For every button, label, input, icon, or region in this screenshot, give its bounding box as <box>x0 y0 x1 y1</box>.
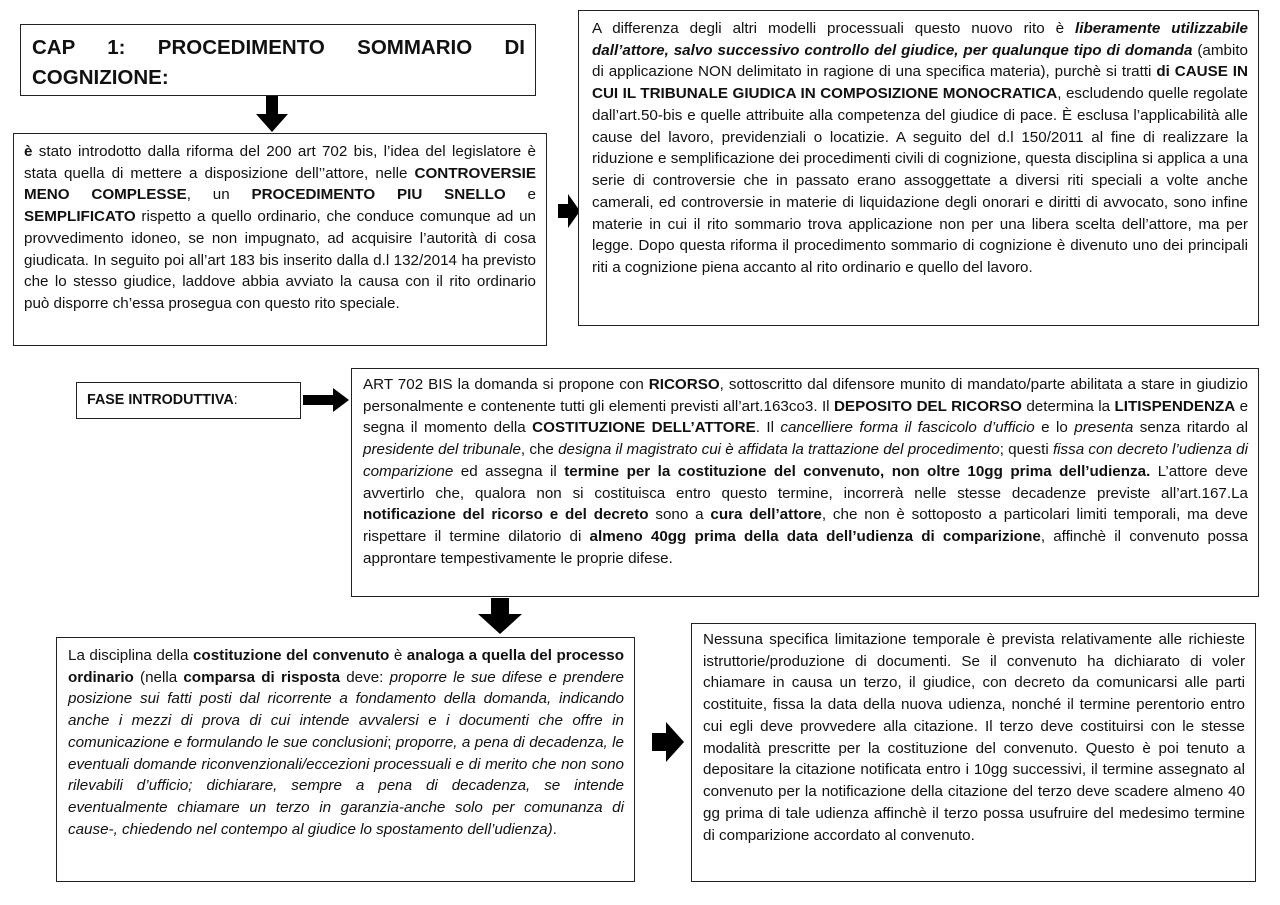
text-run: (nella <box>133 668 184 686</box>
scope-box <box>578 10 1259 326</box>
text-run: proporre le sue difese e prendere posizione sui fatti posti dal ricorrente a fondamento della domanda, indicando anche i mezzi di prova di cui intende avvalersi e i documenti che offre in comunicazione e formulando le sue conclusioni <box>68 668 624 751</box>
text-run: , escludendo quelle regolate dall’art.50-bis e quelle attribuite alla competenza del giudice di pace. È esclusa l’applicabilità alle cause del lavoro, previdenziali o locatizie. A seguito del d.l 150/2011 al fine di realizzare la riduzione e semplificazione dei procedimenti civili di cognizione, questa disciplina si applica a una serie di controversie che in passato erano assoggettate a diversi riti speciali a volte anche camerali, ed controversie in materie di liquidazione degli onorari e diritti di avvocato, sono infine materie in cui il rito sommario trova applicazione non per una libera scelta dell’attore, ma per legge. Dopo questa riforma il procedimento sommario di cognizione è divenuto uno dei principali riti a cognizione piena accanto al rito ordinario e quello del lavoro. <box>592 85 1248 277</box>
text-run: notificazione del ricorso e del decreto <box>363 506 649 524</box>
text-run: La disciplina della <box>68 647 193 664</box>
text-run: DEPOSITO DEL RICORSO <box>833 397 1022 415</box>
text-run: determina la <box>1021 397 1115 415</box>
text-run: , affinchè il convenuto possa approntare tempestivamente le proprie difese. <box>363 528 1248 567</box>
text-run: stato introdotto dalla riforma del 200 art 702 bis, l’idea del legislatore è stata quella di mettere a disposizione dell’’attore, nelle <box>24 143 536 182</box>
arrow-down-icon <box>256 96 288 132</box>
introduction-text <box>24 141 536 315</box>
evidence-third-party-box <box>691 623 1256 882</box>
text-run: e segna il momento della <box>363 397 1249 437</box>
text-run: deve: <box>340 668 390 686</box>
text-run: sono a <box>648 506 711 524</box>
text-run: Nessuna specifica limitazione temporale è prevista relativamente alle richieste istruttorie/produzione di documenti. Se il convenuto ha dichiarato di voler chiamare in causa un terzo, il giudice, con decreto da comunicarsi alle parti costituite, fissa la data della nuova udienza, nonché il termine perentorio entro cui egli deve provvedere alla citazione. Il terzo deve costituirsi con le stesse modalità prescritte per la costituzione del convenuto. Questo è poi tenuto a depositare la citazione notificata entro i 10gg successivi, il termine assegnato al convenuto per la notificazione della citazione del terzo deve scadere almeno 40 gg prima di tale udienza affinchè il terzo possa usufruire del medesimo termine di comparizione accordato al convenuto. <box>703 631 1245 844</box>
arrow-right-icon <box>558 194 580 228</box>
text-run: cancelliere forma il fascicolo d’ufficio <box>780 419 1035 437</box>
introductory-phase-box <box>351 368 1259 597</box>
text-run: senza ritardo al <box>1133 419 1248 437</box>
text-run: LITISPENDENZA <box>1114 397 1236 415</box>
text-run: comparsa di risposta <box>183 668 341 686</box>
arrow-down-icon <box>478 598 522 634</box>
introductory-phase-text <box>363 374 1248 570</box>
text-run: designa il magistrato cui è affidata la trattazione del procedimento <box>558 441 1000 459</box>
text-run: almeno 40gg prima della data dell’udienza di comparizione <box>589 528 1041 546</box>
defendant-appearance-box <box>56 637 635 882</box>
text-run: analoga a quella del processo ordinario <box>68 647 624 686</box>
scope-text <box>592 18 1248 279</box>
text-run: , che non è sottoposto a particolari limiti temporali, ma deve rispettare il termine dilatorio di <box>363 506 1248 546</box>
text-run: , sottoscritto dal difensore munito di mandato/parte abilitata a stare in giudizio personalmente e contenente tutti gli elementi previsti all’art.163co3. Il <box>363 376 1248 415</box>
text-run: (ambito di applicazione NON delimitato in ragione di una specifica materia), purchè si tratti <box>592 41 1248 81</box>
text-run: liberamente utilizzabile dall’attore, salvo successivo controllo del giudice, per qualunque tipo di domanda <box>592 20 1248 59</box>
text-run: SEMPLIFICATO <box>24 208 136 226</box>
text-run: e lo <box>1034 419 1075 437</box>
text-run: è <box>389 647 407 664</box>
text-run: , un <box>186 186 252 204</box>
evidence-third-party-text <box>703 629 1245 846</box>
chapter-title: CAP 1: PROCEDIMENTO SOMMARIO DI COGNIZIONE: <box>32 36 525 89</box>
arrow-right-icon <box>652 722 684 762</box>
text-run: L’attore deve avvertirlo che, qualora non si costituisca entro questo termine, incorrerà nelle stesse decadenze previste all’art.167.La <box>363 462 1248 502</box>
text-run: , che <box>520 441 559 459</box>
introduction-box <box>13 133 547 346</box>
text-run: FASE INTRODUTTIVA <box>87 392 234 408</box>
text-run: COSTITUZIONE DELL’ATTORE <box>532 419 756 437</box>
text-run: A differenza degli altri modelli processuali questo nuovo rito è <box>592 20 1076 37</box>
fase-introduttiva-label-box <box>76 382 301 419</box>
text-run: rispetto a quello ordinario, che conduce comunque ad un provvedimento idoneo, se non impugnato, ad acquisire l’autorità di cosa giudicata. In seguito poi all’art 183 bis inserito dalla d.l 132/2014 ha previsto che lo stesso giudice, laddove abbia avviato la causa con il rito ordinario può disporre ch’essa prosegua con questo rito speciale. <box>24 208 536 313</box>
text-run: e <box>505 186 536 204</box>
text-run: . <box>552 820 557 838</box>
text-run: ART 702 BIS la domanda si propone con <box>363 376 649 393</box>
text-run: PROCEDIMENTO PIU SNELLO <box>251 186 506 204</box>
text-run: cura dell’attore <box>710 506 822 524</box>
text-run: termine per la costituzione del convenuto, non oltre 10gg prima dell’udienza. <box>564 462 1151 480</box>
text-run: ; questi <box>999 441 1053 459</box>
text-run: proporre, a pena di decadenza, le eventuali domande riconvenzionali/eccezioni processuali e di merito che non sono rilevabili d’ufficio; dichiarare, sempre a pena di decadenza, se intende eventualmente chiamare un terzo in garanzia-anche solo per comunanza di cause-, chiedendo nel contempo al giudice lo spostamento dell’udienza) <box>68 733 624 838</box>
text-run: ; <box>387 733 396 751</box>
text-run: fissa con decreto l’udienza di comparizione <box>363 441 1248 480</box>
text-run: costituzione del convenuto <box>192 647 390 664</box>
text-run: presenta <box>1074 419 1134 437</box>
arrow-right-icon <box>303 388 349 412</box>
text-run: CONTROVERSIE MENO COMPLESSE <box>24 164 536 204</box>
text-run: . Il <box>755 419 781 437</box>
text-run: presidente del tribunale <box>363 441 521 459</box>
text-run: è <box>24 143 33 160</box>
text-run: ed assegna il <box>453 462 565 480</box>
text-run: di CAUSE IN CUI IL TRIBUNALE GIUDICA IN COMPOSIZIONE MONOCRATICA <box>592 63 1248 103</box>
chapter-title-box <box>20 24 536 96</box>
defendant-appearance-text <box>68 645 624 841</box>
text-run: : <box>233 392 238 408</box>
text-run: RICORSO <box>648 376 720 393</box>
fase-introduttiva-label <box>87 390 290 411</box>
